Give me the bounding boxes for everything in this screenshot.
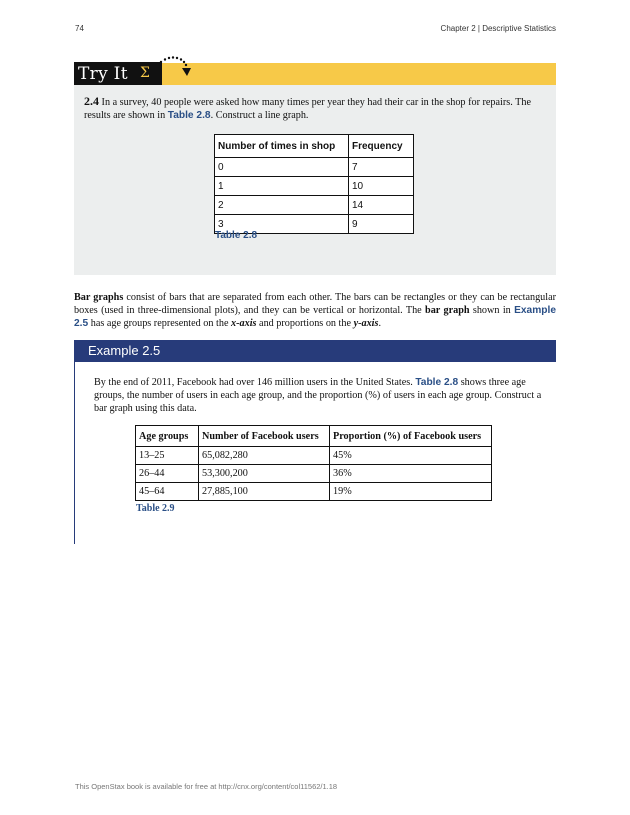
example-2-5-link[interactable]: Example 2.5	[74, 305, 556, 329]
table-row	[136, 465, 492, 483]
table-cell: 0	[215, 158, 349, 177]
table-cell: 14	[349, 196, 414, 215]
table-2-8-link[interactable]: Table 2.8	[415, 377, 459, 388]
table-row	[215, 196, 414, 215]
table-cell: 9	[349, 215, 414, 234]
table-row	[215, 177, 414, 196]
table-cell: 26–44	[136, 465, 199, 483]
exercise-text: 2.4 In a survey, 40 people were asked how many times per year they had their car in the shop for repairs. The results are shown in Table 2.8. Construct a line graph.	[84, 94, 531, 121]
bar-graphs-paragraph: Bar graphs consist of bars that are separated from each other. The bars can be rectangles or they can be rectangular boxes (used in three-dimensional plots), and they can be vertical or horizontal. The bar graph shown in Example 2.5 has age groups represented on the x-axis and proportions on the y-axis.	[74, 292, 556, 329]
table-row	[136, 483, 492, 501]
chapter-title: Chapter 2 | Descriptive Statistics	[440, 24, 556, 33]
example-text: By the end of 2011, Facebook had over 146 million users in the United States. Table 2.8 shows three age groups, the number of users in each age group, and the proportion (%) of users in each age group. Construct a bar graph using this data.	[94, 377, 542, 414]
table-caption: Table 2.8	[215, 230, 258, 241]
footer-note: This OpenStax book is available for free at http://cnx.org/content/col11562/1.18	[75, 782, 338, 791]
dotted-arrow-icon	[158, 54, 194, 80]
table-2-8-link[interactable]: Table 2.8	[167, 110, 211, 121]
table-header: Frequency	[349, 135, 414, 158]
example-rule	[74, 362, 75, 544]
table-2-9	[135, 425, 492, 501]
page-number: 74	[75, 24, 84, 33]
table-cell: 36%	[330, 465, 492, 483]
sigma-icon: Σ	[140, 65, 150, 81]
table-cell: 27,885,100	[199, 483, 330, 501]
table-row	[215, 158, 414, 177]
table-row	[136, 447, 492, 465]
table-cell: 3	[215, 215, 349, 234]
table-header: Number of times in shop	[215, 135, 349, 158]
table-cell: 7	[349, 158, 414, 177]
table-cell: 65,082,280	[199, 447, 330, 465]
table-header: Age groups	[136, 426, 199, 447]
table-cell: 19%	[330, 483, 492, 501]
table-caption: Table 2.9	[136, 503, 175, 514]
table-2-8	[214, 134, 414, 234]
exercise-number: 2.4	[84, 94, 99, 108]
table-cell: 45–64	[136, 483, 199, 501]
table-cell: 10	[349, 177, 414, 196]
table-header: Proportion (%) of Facebook users	[330, 426, 492, 447]
table-cell: 2	[215, 196, 349, 215]
example-title: Example 2.5	[88, 343, 161, 358]
table-cell: 53,300,200	[199, 465, 330, 483]
try-it-label: Try It	[74, 62, 162, 86]
table-cell: 1	[215, 177, 349, 196]
table-cell: 45%	[330, 447, 492, 465]
table-header: Number of Facebook users	[199, 426, 330, 447]
table-cell: 13–25	[136, 447, 199, 465]
